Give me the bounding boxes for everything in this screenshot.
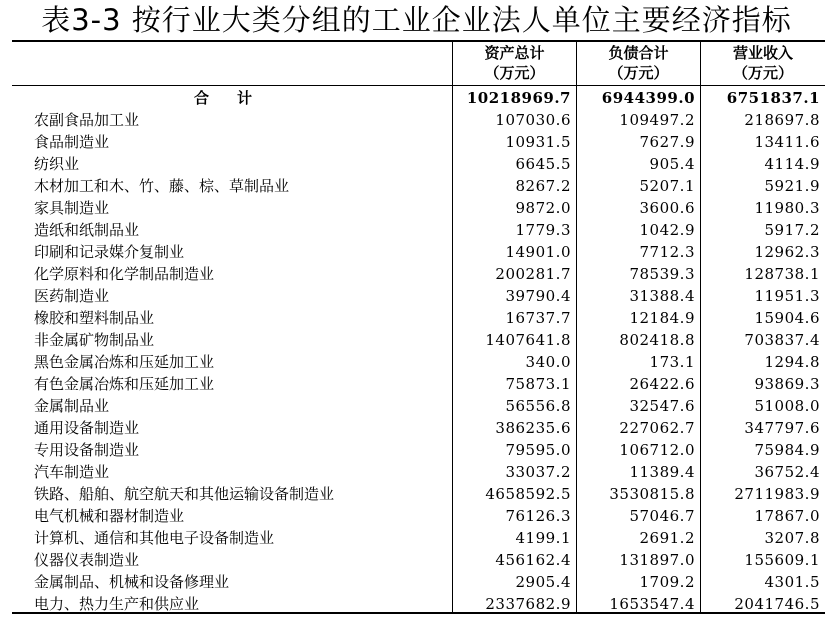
cell-assets: 39790.4 bbox=[505, 287, 571, 305]
cell-assets: 10931.5 bbox=[505, 133, 571, 151]
cell-revenue: 5917.2 bbox=[764, 221, 820, 239]
cell-revenue: 36752.4 bbox=[754, 463, 820, 481]
cell-revenue: 128738.1 bbox=[744, 265, 820, 283]
cell-liabilities: 173.1 bbox=[649, 353, 695, 371]
table-row bbox=[12, 527, 825, 549]
cell-revenue: 51008.0 bbox=[754, 397, 820, 415]
cell-assets: 10218969.7 bbox=[466, 89, 571, 107]
cell-assets: 2337682.9 bbox=[485, 595, 571, 613]
table-row bbox=[12, 219, 825, 241]
table-row bbox=[12, 395, 825, 417]
column-header-label: 负债合计 bbox=[608, 44, 669, 62]
table-row bbox=[12, 131, 825, 153]
cell-revenue: 2711983.9 bbox=[734, 485, 820, 503]
cell-assets: 9872.0 bbox=[515, 199, 571, 217]
cell-liabilities: 78539.3 bbox=[629, 265, 695, 283]
cell-revenue: 703837.4 bbox=[744, 331, 820, 349]
cell-liabilities: 7627.9 bbox=[639, 133, 695, 151]
cell-revenue: 4301.5 bbox=[764, 573, 820, 591]
table-row bbox=[12, 307, 825, 329]
table-row bbox=[12, 109, 825, 131]
table-row bbox=[12, 439, 825, 461]
cell-assets: 16737.7 bbox=[505, 309, 571, 327]
table-row bbox=[12, 417, 825, 439]
cell-assets: 1407641.8 bbox=[485, 331, 571, 349]
cell-revenue: 6751837.1 bbox=[726, 89, 820, 107]
table-title: 表3-3 按行业大类分组的工业企业法人单位主要经济指标 bbox=[41, 3, 792, 37]
cell-liabilities: 5207.1 bbox=[639, 177, 695, 195]
cell-liabilities: 131897.0 bbox=[619, 551, 695, 569]
cell-assets: 56556.8 bbox=[505, 397, 571, 415]
table-row bbox=[12, 483, 825, 505]
cell-liabilities: 1653547.4 bbox=[609, 595, 695, 613]
column-header-unit: （万元） bbox=[732, 64, 793, 82]
row-label: 合计 bbox=[194, 89, 281, 107]
cell-liabilities: 3530815.8 bbox=[609, 485, 695, 503]
table-row bbox=[12, 197, 825, 219]
cell-revenue: 1294.8 bbox=[764, 353, 820, 371]
row-label: 农副食品加工业 bbox=[34, 111, 140, 129]
cell-liabilities: 6944399.0 bbox=[601, 89, 695, 107]
row-label: 仪器仪表制造业 bbox=[34, 551, 140, 569]
cell-liabilities: 802418.8 bbox=[619, 331, 695, 349]
top-rule bbox=[12, 40, 825, 42]
row-label: 橡胶和塑料制品业 bbox=[34, 309, 155, 327]
table-row bbox=[12, 593, 825, 615]
table-row bbox=[12, 505, 825, 527]
cell-liabilities: 7712.3 bbox=[639, 243, 695, 261]
row-label: 电力、热力生产和供应业 bbox=[34, 595, 200, 613]
cell-assets: 4658592.5 bbox=[485, 485, 571, 503]
column-header-assets bbox=[453, 43, 576, 85]
cell-assets: 386235.6 bbox=[495, 419, 571, 437]
cell-assets: 1779.3 bbox=[515, 221, 571, 239]
row-label: 造纸和纸制品业 bbox=[34, 221, 140, 239]
row-label: 有色金属冶炼和压延加工业 bbox=[34, 375, 215, 393]
row-label: 汽车制造业 bbox=[34, 463, 110, 481]
cell-liabilities: 11389.4 bbox=[629, 463, 695, 481]
table-row bbox=[12, 549, 825, 571]
table-body bbox=[12, 87, 825, 615]
cell-revenue: 11980.3 bbox=[754, 199, 820, 217]
cell-revenue: 15904.6 bbox=[754, 309, 820, 327]
cell-revenue: 155609.1 bbox=[744, 551, 820, 569]
cell-revenue: 347797.6 bbox=[744, 419, 820, 437]
row-label: 电气机械和器材制造业 bbox=[34, 507, 185, 525]
column-header-label: 营业收入 bbox=[732, 44, 793, 62]
cell-assets: 76126.3 bbox=[505, 507, 571, 525]
column-header-liabilities bbox=[577, 43, 700, 85]
row-label: 金属制品、机械和设备修理业 bbox=[34, 573, 230, 591]
cell-revenue: 3207.8 bbox=[764, 529, 820, 547]
row-label: 家具制造业 bbox=[34, 199, 110, 217]
table-row bbox=[12, 329, 825, 351]
cell-assets: 456162.4 bbox=[495, 551, 571, 569]
cell-liabilities: 26422.6 bbox=[629, 375, 695, 393]
table-row bbox=[12, 373, 825, 395]
row-label: 化学原料和化学制品制造业 bbox=[34, 265, 215, 283]
table-row bbox=[12, 285, 825, 307]
row-label: 金属制品业 bbox=[34, 397, 110, 415]
cell-liabilities: 32547.6 bbox=[629, 397, 695, 415]
cell-assets: 8267.2 bbox=[515, 177, 571, 195]
table-row bbox=[12, 351, 825, 373]
cell-assets: 33037.2 bbox=[505, 463, 571, 481]
cell-revenue: 218697.8 bbox=[744, 111, 820, 129]
cell-assets: 200281.7 bbox=[495, 265, 571, 283]
cell-liabilities: 905.4 bbox=[649, 155, 695, 173]
table-row bbox=[12, 175, 825, 197]
cell-assets: 14901.0 bbox=[505, 243, 571, 261]
cell-revenue: 5921.9 bbox=[764, 177, 820, 195]
cell-assets: 340.0 bbox=[525, 353, 571, 371]
cell-revenue: 2041746.5 bbox=[734, 595, 820, 613]
cell-liabilities: 12184.9 bbox=[629, 309, 695, 327]
cell-assets: 75873.1 bbox=[505, 375, 571, 393]
column-header-unit: （万元） bbox=[608, 64, 669, 82]
total-row bbox=[12, 87, 825, 109]
cell-revenue: 4114.9 bbox=[764, 155, 820, 173]
cell-liabilities: 57046.7 bbox=[629, 507, 695, 525]
cell-liabilities: 109497.2 bbox=[619, 111, 695, 129]
cell-assets: 107030.6 bbox=[495, 111, 571, 129]
header-rule bbox=[12, 85, 825, 86]
cell-revenue: 13411.6 bbox=[754, 133, 820, 151]
row-label: 木材加工和木、竹、藤、棕、草制品业 bbox=[34, 177, 290, 195]
table-row bbox=[12, 153, 825, 175]
row-label: 纺织业 bbox=[34, 155, 80, 173]
cell-revenue: 12962.3 bbox=[754, 243, 820, 261]
cell-liabilities: 1709.2 bbox=[639, 573, 695, 591]
cell-liabilities: 2691.2 bbox=[639, 529, 695, 547]
row-label: 铁路、船舶、航空航天和其他运输设备制造业 bbox=[34, 485, 335, 503]
cell-revenue: 17867.0 bbox=[754, 507, 820, 525]
row-label: 计算机、通信和其他电子设备制造业 bbox=[34, 529, 275, 547]
cell-liabilities: 106712.0 bbox=[619, 441, 695, 459]
cell-assets: 2905.4 bbox=[515, 573, 571, 591]
column-header-label: 资产总计 bbox=[484, 44, 545, 62]
row-label: 专用设备制造业 bbox=[34, 441, 140, 459]
table-row bbox=[12, 241, 825, 263]
table-row bbox=[12, 461, 825, 483]
column-header-revenue bbox=[701, 43, 825, 85]
row-label: 非金属矿物制品业 bbox=[34, 331, 155, 349]
cell-revenue: 93869.3 bbox=[754, 375, 820, 393]
row-label: 印刷和记录媒介复制业 bbox=[34, 243, 185, 261]
row-label: 通用设备制造业 bbox=[34, 419, 140, 437]
row-label: 医药制造业 bbox=[34, 287, 110, 305]
cell-liabilities: 227062.7 bbox=[619, 419, 695, 437]
cell-assets: 4199.1 bbox=[515, 529, 571, 547]
row-label: 食品制造业 bbox=[34, 133, 110, 151]
row-label: 黑色金属冶炼和压延加工业 bbox=[34, 353, 215, 371]
cell-assets: 6645.5 bbox=[515, 155, 571, 173]
table-row bbox=[12, 263, 825, 285]
table-row bbox=[12, 571, 825, 593]
cell-revenue: 75984.9 bbox=[754, 441, 820, 459]
column-header-unit: （万元） bbox=[484, 64, 545, 82]
cell-liabilities: 31388.4 bbox=[629, 287, 695, 305]
cell-assets: 79595.0 bbox=[505, 441, 571, 459]
cell-liabilities: 1042.9 bbox=[639, 221, 695, 239]
cell-revenue: 11951.3 bbox=[754, 287, 820, 305]
cell-liabilities: 3600.6 bbox=[639, 199, 695, 217]
